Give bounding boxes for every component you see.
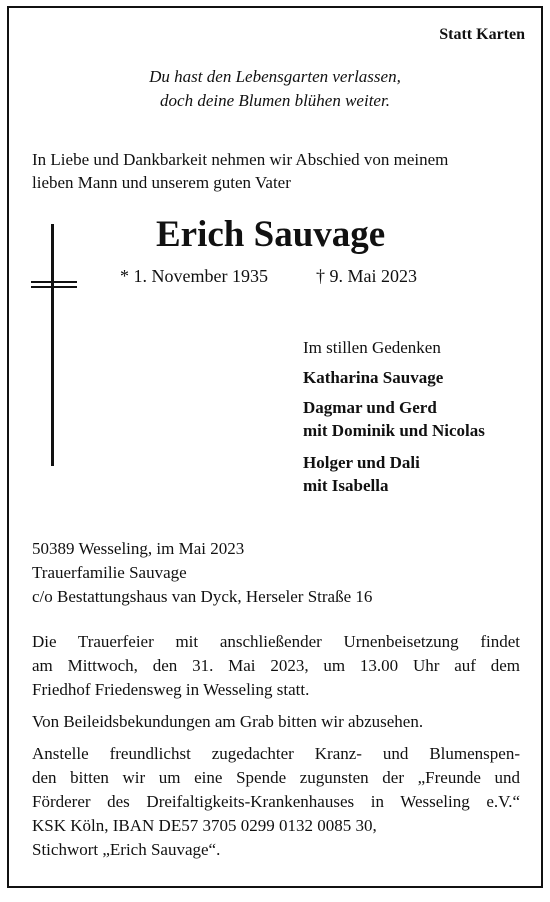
donation-line-5: Stichwort „Erich Sauvage“. [32, 840, 221, 859]
obituary-notice [7, 6, 543, 888]
birth-date: * 1. November 1935 [120, 266, 268, 286]
mourner-name: Dagmar und Gerd [303, 398, 437, 417]
address-line-1: 50389 Wesseling, im Mai 2023 [32, 539, 245, 558]
donation-line-1: Anstelle freundlichst zugedachter Kranz- und Blumenspen- [32, 744, 520, 763]
deceased-name: Erich Sauvage [156, 214, 386, 255]
mourner-name: Holger und Dali [303, 453, 420, 472]
mourner-name: mit Dominik und Nicolas [303, 421, 485, 440]
intro-line-1: In Liebe und Dankbarkeit nehmen wir Abschied von meinem [32, 150, 449, 169]
address-line-2: Trauerfamilie Sauvage [32, 563, 187, 582]
poem-line-2: doch deine Blumen blühen weiter. [160, 91, 390, 110]
ceremony-line-1: Die Trauerfeier mit anschließender Urnenbeisetzung findet [32, 632, 520, 651]
ceremony-line-3: Friedhof Friedensweg in Wesseling statt. [32, 680, 310, 699]
donation-line-2: den bitten wir um eine Spende zugunsten der „Freunde und [32, 768, 520, 787]
condolence-note: Von Beileidsbekundungen am Grab bitten wir abzusehen. [32, 712, 424, 731]
donation-line-4: KSK Köln, IBAN DE57 3705 0299 0132 0085 30, [32, 816, 377, 835]
poem-line-1: Du hast den Lebensgarten verlassen, [149, 67, 401, 86]
ceremony-line-2: am Mittwoch, den 31. Mai 2023, um 13.00 Uhr auf dem [32, 656, 520, 675]
death-date: † 9. Mai 2023 [316, 266, 417, 286]
donation-line-3: Förderer des Dreifaltigkeits-Krankenhauses in Wesseling e.V.“ [32, 792, 520, 811]
address-line-3: c/o Bestattungshaus van Dyck, Herseler Straße 16 [32, 587, 373, 606]
mourner-name: mit Isabella [303, 476, 389, 495]
intro-line-2: lieben Mann und unserem guten Vater [32, 173, 291, 192]
mourners-heading: Im stillen Gedenken [303, 338, 441, 357]
header-label: Statt Karten [439, 26, 525, 43]
mourner-name: Katharina Sauvage [303, 368, 444, 387]
